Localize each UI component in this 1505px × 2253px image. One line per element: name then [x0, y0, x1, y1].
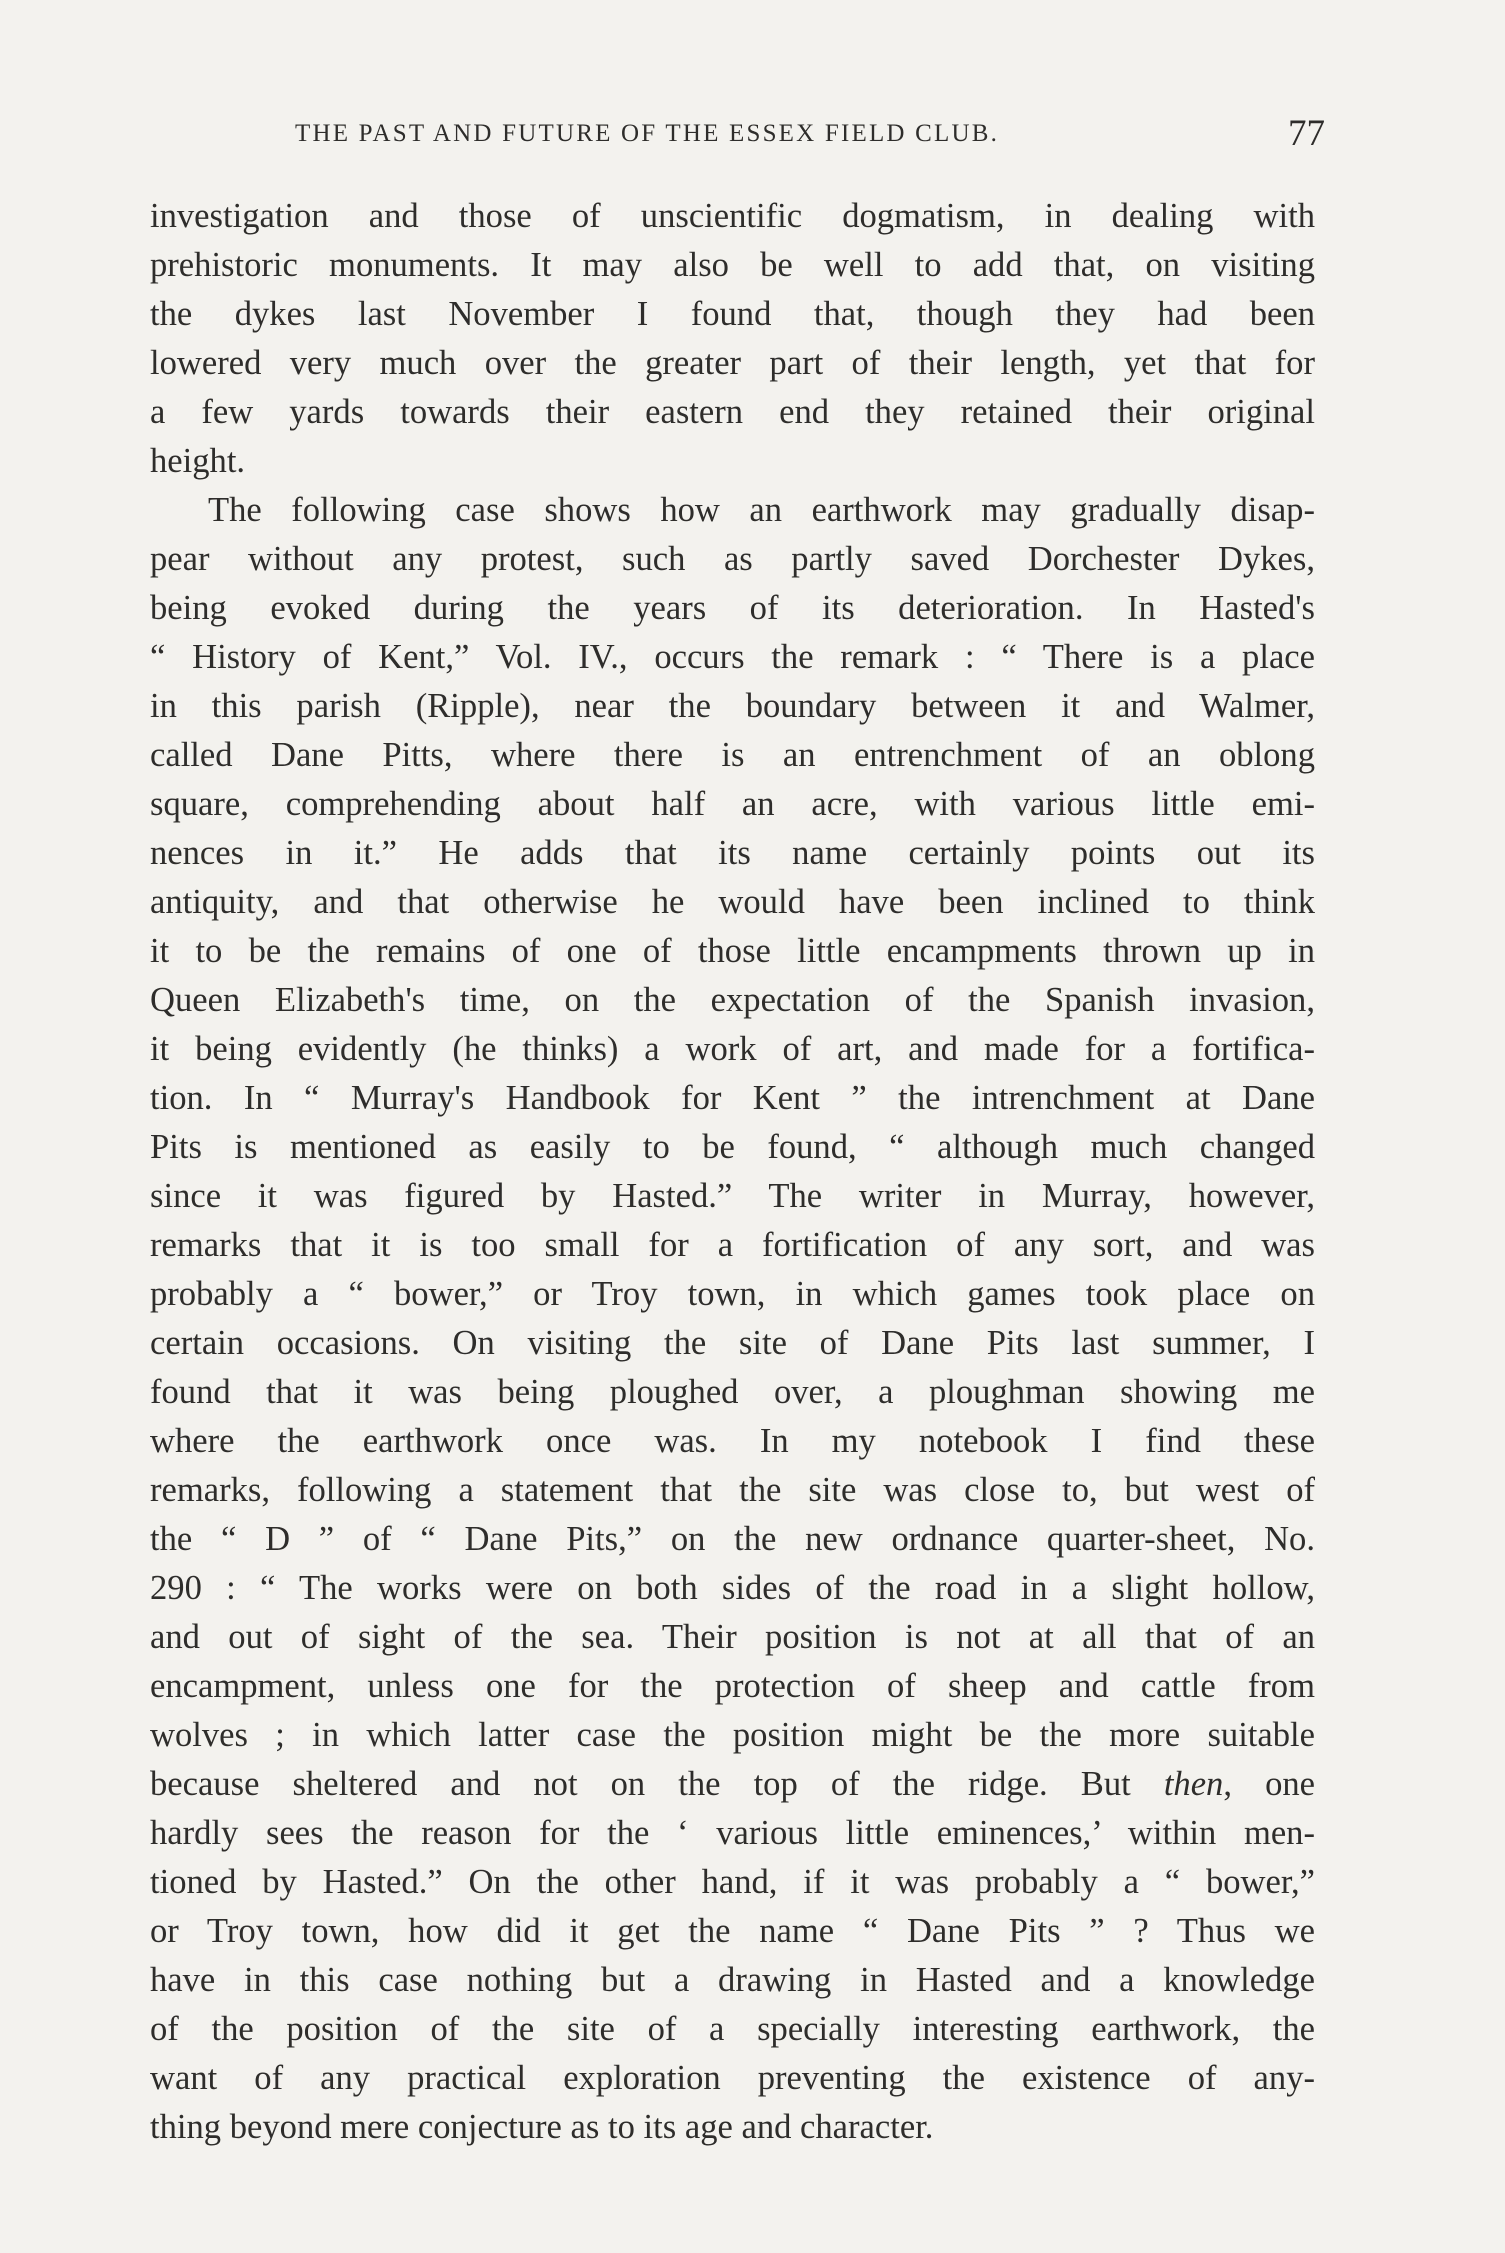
- text-line: of the position of the site of a specially interesting earthwork, the: [150, 2010, 1315, 2048]
- text-line: probably a “ bower,” or Troy town, in which games took place on: [150, 1275, 1315, 1313]
- text-line: encampment, unless one for the protection of sheep and cattle from: [150, 1667, 1315, 1705]
- text-line: the dykes last November I found that, though they had been: [150, 295, 1315, 333]
- text-line: tion. In “ Murray's Handbook for Kent ” the intrenchment at Dane: [150, 1079, 1315, 1117]
- text-line: because sheltered and not on the top of the ridge. But then, one: [150, 1765, 1315, 1803]
- text-line: 290 : “ The works were on both sides of the road in a slight hollow,: [150, 1569, 1315, 1607]
- text-line: antiquity, and that otherwise he would have been inclined to think: [150, 883, 1315, 921]
- text-line: remarks, following a statement that the site was close to, but west of: [150, 1471, 1315, 1509]
- text-line: pear without any protest, such as partly saved Dorchester Dykes,: [150, 540, 1315, 578]
- text-line: a few yards towards their eastern end they retained their original: [150, 393, 1315, 431]
- text-line: height.: [150, 442, 246, 480]
- text-line: or Troy town, how did it get the name “ Dane Pits ” ? Thus we: [150, 1912, 1315, 1950]
- text-line: wolves ; in which latter case the position might be the more suitable: [150, 1716, 1315, 1754]
- text-line: and out of sight of the sea. Their position is not at all that of an: [150, 1618, 1315, 1656]
- text-line: prehistoric monuments. It may also be well to add that, on visiting: [150, 246, 1315, 284]
- text-line: called Dane Pitts, where there is an entrenchment of an oblong: [150, 736, 1315, 774]
- text-line: want of any practical exploration preventing the existence of any-: [150, 2059, 1315, 2097]
- text-line: the “ D ” of “ Dane Pits,” on the new ordnance quarter-sheet, No.: [150, 1520, 1315, 1558]
- paragraph-1: [150, 192, 1315, 486]
- text-line: square, comprehending about half an acre, with various little emi-: [150, 785, 1315, 823]
- text-line: it to be the remains of one of those little encampments thrown up in: [150, 932, 1315, 970]
- running-header: [150, 112, 1325, 162]
- body-text: [150, 192, 1315, 2152]
- text-line: investigation and those of unscientific dogmatism, in dealing with: [150, 197, 1315, 235]
- text-line: it being evidently (he thinks) a work of art, and made for a fortifica-: [150, 1030, 1315, 1068]
- paragraph-2: [150, 486, 1315, 2152]
- text-line: being evoked during the years of its deterioration. In Hasted's: [150, 589, 1315, 627]
- text-line: “ History of Kent,” Vol. IV., occurs the remark : “ There is a place: [150, 638, 1315, 676]
- text-line: remarks that it is too small for a fortification of any sort, and was: [150, 1226, 1315, 1264]
- page-number: 77: [1288, 113, 1325, 154]
- text-line: Queen Elizabeth's time, on the expectation of the Spanish invasion,: [150, 981, 1315, 1019]
- text-line: since it was figured by Hasted.” The writer in Murray, however,: [150, 1177, 1315, 1215]
- text-line: hardly sees the reason for the ‘ various little eminences,’ within men-: [150, 1814, 1315, 1852]
- text-line: tioned by Hasted.” On the other hand, if it was probably a “ bower,”: [150, 1863, 1315, 1901]
- text-line: in this parish (Ripple), near the boundary between it and Walmer,: [150, 687, 1315, 725]
- text-line: where the earthwork once was. In my notebook I find these: [150, 1422, 1315, 1460]
- text-line: Pits is mentioned as easily to be found, “ although much changed: [150, 1128, 1315, 1166]
- text-line: certain occasions. On visiting the site of Dane Pits last summer, I: [150, 1324, 1315, 1362]
- running-title: THE PAST AND FUTURE OF THE ESSEX FIELD CLUB.: [295, 120, 1000, 147]
- text-line: thing beyond mere conjecture as to its age and character.: [150, 2108, 934, 2146]
- text-line: nences in it.” He adds that its name certainly points out its: [150, 834, 1315, 872]
- text-line: lowered very much over the greater part of their length, yet that for: [150, 344, 1315, 382]
- text-line: found that it was being ploughed over, a ploughman showing me: [150, 1373, 1315, 1411]
- italic-word: then: [1163, 1765, 1224, 1803]
- text-line: have in this case nothing but a drawing in Hasted and a knowledge: [150, 1961, 1315, 1999]
- text-line: The following case shows how an earthwork may gradually disap-: [208, 491, 1315, 529]
